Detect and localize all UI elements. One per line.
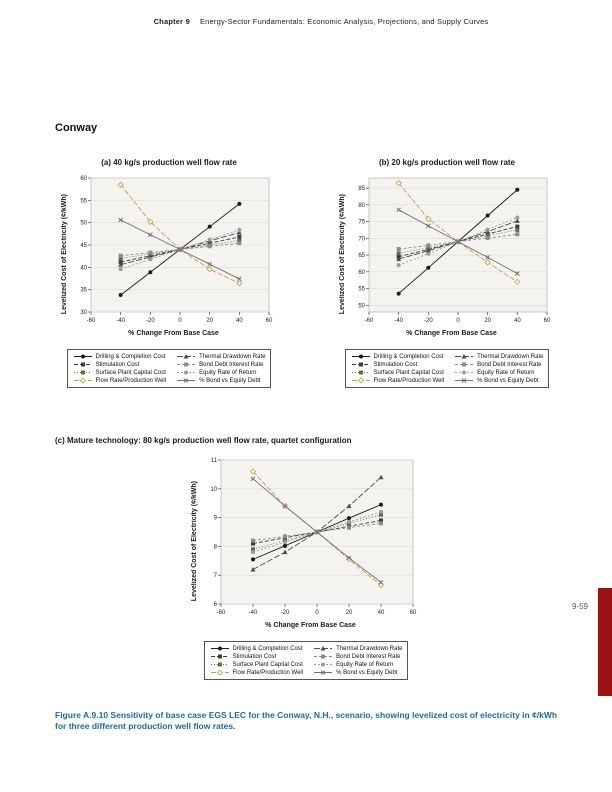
legend-key bbox=[454, 369, 474, 376]
legend-key bbox=[73, 361, 93, 368]
series-marker bbox=[218, 647, 222, 651]
legend-key bbox=[313, 669, 333, 676]
series-marker bbox=[379, 503, 383, 507]
series-marker bbox=[118, 254, 122, 258]
series-marker bbox=[217, 670, 222, 675]
chapter-label: Chapter 9 bbox=[153, 17, 190, 26]
legend-label: Thermal Drawdown Rate bbox=[199, 353, 266, 360]
legend-item bbox=[454, 353, 543, 360]
y-tick-label: 45 bbox=[79, 243, 87, 249]
legend-item bbox=[351, 353, 445, 360]
legend-key bbox=[210, 669, 230, 676]
chart-a-xlabel: % Change From Base Case bbox=[128, 330, 219, 337]
series-marker bbox=[396, 263, 400, 267]
series-marker bbox=[515, 188, 519, 192]
series-marker bbox=[396, 251, 400, 255]
y-tick-label: 35 bbox=[79, 287, 87, 294]
legend-key bbox=[73, 377, 93, 384]
legend-key bbox=[176, 353, 196, 360]
series-marker bbox=[515, 216, 519, 220]
series-marker bbox=[515, 228, 519, 232]
chart-b-plot-row bbox=[339, 171, 556, 337]
series-marker bbox=[347, 516, 351, 520]
legend-label: Thermal Drawdown Rate bbox=[336, 645, 403, 652]
x-tick-label: -40 bbox=[115, 318, 125, 324]
series-marker bbox=[148, 257, 152, 261]
y-tick-label: 6 bbox=[213, 602, 217, 608]
series-marker bbox=[462, 371, 466, 375]
legend-label: Bond Debt Interest Rate bbox=[199, 361, 264, 368]
series-marker bbox=[379, 510, 383, 514]
y-tick-label: 30 bbox=[79, 310, 87, 316]
series-marker bbox=[515, 232, 519, 236]
chart-c-legend bbox=[204, 641, 409, 680]
legend-item bbox=[454, 369, 543, 376]
y-tick-label: 8 bbox=[213, 544, 217, 551]
legend-label: Equity Rate of Return bbox=[477, 369, 535, 376]
legend-item bbox=[73, 377, 167, 384]
series-marker bbox=[148, 270, 152, 274]
legend-key bbox=[454, 361, 474, 368]
legend-key bbox=[313, 653, 333, 660]
x-tick-label: 40 bbox=[235, 318, 243, 324]
legend-label: Stimulation Cost bbox=[95, 361, 140, 368]
charts-row bbox=[38, 158, 578, 388]
legend-key bbox=[210, 645, 230, 652]
x-tick-label: -60 bbox=[216, 610, 225, 616]
legend-key bbox=[313, 661, 333, 668]
x-tick-label: 60 bbox=[543, 318, 550, 324]
legend-item bbox=[176, 369, 265, 376]
series-marker bbox=[184, 371, 188, 375]
series-marker bbox=[283, 540, 287, 544]
x-tick-label: 20 bbox=[345, 610, 352, 616]
chart-c-ylabel: Levelized Cost of Electricity (¢/kWh) bbox=[190, 480, 198, 602]
legend-key bbox=[210, 653, 230, 660]
x-tick-label: 40 bbox=[513, 318, 521, 324]
legend-item bbox=[73, 353, 167, 360]
series-marker bbox=[396, 247, 400, 251]
legend-label: Bond Debt Interest Rate bbox=[477, 361, 542, 368]
legend-item bbox=[454, 377, 543, 384]
y-tick-label: 55 bbox=[79, 198, 87, 205]
y-tick-label: 70 bbox=[357, 236, 365, 243]
x-tick-label: -60 bbox=[86, 318, 95, 324]
legend-item bbox=[73, 369, 167, 376]
legend-label: Flow Rate/Production Well bbox=[373, 377, 445, 384]
series-marker bbox=[359, 363, 363, 367]
x-tick-label: -60 bbox=[364, 318, 373, 324]
chapter-title: Energy-Sector Fundamentals: Economic Analysis, Projections, and Supply Curves bbox=[199, 17, 489, 26]
y-tick-label: 11 bbox=[210, 458, 217, 464]
chart-b-legend bbox=[345, 349, 550, 388]
series-marker bbox=[237, 241, 241, 245]
series-marker bbox=[148, 251, 152, 255]
series-marker bbox=[321, 663, 325, 667]
chart-a-ylabel: Levelized Cost of Electricity (¢/kWh) bbox=[60, 193, 68, 315]
series-marker bbox=[81, 355, 85, 359]
legend-item bbox=[176, 361, 265, 368]
chart-a-plot-row bbox=[61, 171, 278, 337]
y-tick-label: 55 bbox=[357, 286, 365, 293]
x-tick-label: -40 bbox=[393, 318, 403, 324]
legend-label: Surface Plant Capital Cost bbox=[95, 369, 166, 376]
y-tick-label: 65 bbox=[357, 253, 365, 260]
legend-item bbox=[454, 361, 543, 368]
legend-key bbox=[176, 361, 196, 368]
legend-label: Surface Plant Capital Cost bbox=[232, 661, 303, 668]
x-tick-label: 60 bbox=[265, 318, 272, 324]
legend-label: Bond Debt Interest Rate bbox=[336, 653, 401, 660]
series-marker bbox=[462, 363, 466, 367]
page-number: 9-59 bbox=[571, 602, 588, 611]
x-tick-label: 0 bbox=[455, 318, 460, 324]
running-header bbox=[90, 17, 552, 26]
legend-item bbox=[73, 361, 167, 368]
series-marker bbox=[359, 371, 363, 375]
series-marker bbox=[485, 214, 489, 218]
figure-caption: Figure A.9.10 Sensitivity of base case EGS LEC for the Conway, N.H., scenario, showing levelized cost of electricity in ¢/kWh for three different production well flow rates. bbox=[55, 710, 558, 732]
legend-key bbox=[351, 361, 371, 368]
series-marker bbox=[251, 539, 255, 543]
y-tick-label: 60 bbox=[79, 176, 87, 182]
series-marker bbox=[118, 267, 122, 271]
legend-item bbox=[351, 377, 445, 384]
series-marker bbox=[347, 526, 351, 530]
legend-key bbox=[454, 353, 474, 360]
series-marker bbox=[207, 238, 211, 242]
legend-label: % Bond vs Equity Debt bbox=[336, 669, 398, 676]
legend-item bbox=[313, 661, 402, 668]
series-marker bbox=[207, 244, 211, 248]
plot-area bbox=[369, 178, 547, 312]
series-marker bbox=[426, 252, 430, 256]
series-marker bbox=[485, 236, 489, 240]
legend-key bbox=[351, 377, 371, 384]
series-marker bbox=[426, 243, 430, 247]
chart-a-title: (a) 40 kg/s production well flow rate bbox=[101, 158, 237, 167]
legend-item bbox=[313, 645, 402, 652]
series-marker bbox=[485, 228, 489, 232]
series-marker bbox=[396, 292, 400, 296]
x-tick-label: -20 bbox=[145, 318, 155, 324]
legend-label: % Bond vs Equity Debt bbox=[477, 377, 539, 384]
legend-item bbox=[313, 669, 402, 676]
legend-label: Equity Rate of Return bbox=[199, 369, 257, 376]
legend-label: Equity Rate of Return bbox=[336, 661, 394, 668]
series-marker bbox=[251, 550, 255, 554]
y-tick-label: 75 bbox=[357, 219, 365, 226]
legend-item bbox=[313, 653, 402, 660]
chart-c-block bbox=[55, 436, 557, 680]
chart-c-plot bbox=[200, 453, 422, 621]
legend-label: Stimulation Cost bbox=[232, 653, 277, 660]
series-marker bbox=[426, 266, 430, 270]
series-marker bbox=[80, 378, 85, 383]
legend-item bbox=[176, 377, 265, 384]
chart-b-plot bbox=[348, 171, 556, 329]
legend-label: Surface Plant Capital Cost bbox=[373, 369, 444, 376]
legend-key bbox=[176, 377, 196, 384]
y-tick-label: 9 bbox=[213, 515, 217, 522]
chart-b-block bbox=[316, 158, 578, 388]
y-tick-label: 80 bbox=[357, 202, 365, 209]
x-tick-label: -40 bbox=[248, 610, 257, 616]
legend-key bbox=[351, 369, 371, 376]
series-marker bbox=[81, 363, 85, 367]
chart-a-block bbox=[38, 158, 300, 388]
x-tick-label: 0 bbox=[314, 610, 319, 616]
series-marker bbox=[359, 355, 363, 359]
x-tick-label: 40 bbox=[377, 610, 384, 616]
legend-label: Thermal Drawdown Rate bbox=[477, 353, 544, 360]
section-heading: Conway bbox=[55, 122, 98, 134]
legend-label: % Bond vs Equity Debt bbox=[199, 377, 261, 384]
y-tick-label: 10 bbox=[209, 486, 217, 493]
legend-item bbox=[176, 353, 265, 360]
legend-label: Drilling & Completion Cost bbox=[95, 353, 166, 360]
series-marker bbox=[118, 293, 122, 297]
legend-key bbox=[351, 353, 371, 360]
series-marker bbox=[321, 655, 325, 659]
x-tick-label: 60 bbox=[409, 610, 416, 616]
x-tick-label: -20 bbox=[280, 610, 289, 616]
legend-item bbox=[210, 653, 304, 660]
series-marker bbox=[358, 378, 363, 383]
legend-key bbox=[210, 661, 230, 668]
legend-label: Stimulation Cost bbox=[373, 361, 418, 368]
legend-label: Drilling & Completion Cost bbox=[373, 353, 444, 360]
legend-key bbox=[313, 645, 333, 652]
legend-label: Drilling & Completion Cost bbox=[232, 645, 303, 652]
legend-item bbox=[210, 669, 304, 676]
y-tick-label: 50 bbox=[357, 303, 365, 310]
series-marker bbox=[251, 557, 255, 561]
series-marker bbox=[218, 655, 222, 659]
series-marker bbox=[379, 521, 383, 525]
legend-key bbox=[176, 369, 196, 376]
series-marker bbox=[283, 544, 287, 548]
y-tick-label: 50 bbox=[79, 220, 87, 227]
y-tick-label: 7 bbox=[213, 573, 217, 580]
series-marker bbox=[218, 663, 222, 667]
chart-b-title: (b) 20 kg/s production well flow rate bbox=[378, 158, 515, 167]
chart-b-xlabel: % Change From Base Case bbox=[406, 330, 497, 337]
chart-b-ylabel: Levelized Cost of Electricity (¢/kWh) bbox=[338, 193, 346, 315]
legend-key bbox=[73, 353, 93, 360]
legend-label: Flow Rate/Production Well bbox=[232, 669, 304, 676]
x-tick-label: 0 bbox=[177, 318, 182, 324]
series-marker bbox=[184, 363, 188, 367]
legend-item bbox=[351, 361, 445, 368]
chart-a-legend bbox=[67, 349, 272, 388]
series-marker bbox=[347, 520, 351, 524]
y-tick-label: 85 bbox=[357, 186, 365, 193]
chart-c-title: (c) Mature technology: 80 kg/s production well flow rate, quartet configuration bbox=[55, 436, 352, 445]
series-marker bbox=[237, 202, 241, 206]
x-tick-label: -20 bbox=[423, 318, 433, 324]
legend-label: Flow Rate/Production Well bbox=[95, 377, 167, 384]
chart-c-xlabel: % Change From Base Case bbox=[265, 622, 356, 629]
legend-key bbox=[454, 377, 474, 384]
y-tick-label: 60 bbox=[357, 269, 365, 276]
series-marker bbox=[237, 228, 241, 232]
chart-c-plot-row bbox=[191, 453, 422, 629]
series-marker bbox=[81, 371, 85, 375]
chart-a-plot bbox=[70, 171, 278, 329]
x-tick-label: 20 bbox=[483, 318, 491, 324]
series-marker bbox=[283, 534, 287, 538]
legend-item bbox=[210, 661, 304, 668]
x-tick-label: 20 bbox=[205, 318, 213, 324]
legend-key bbox=[73, 369, 93, 376]
edge-tab bbox=[598, 588, 612, 696]
legend-item bbox=[351, 369, 445, 376]
series-marker bbox=[237, 235, 241, 239]
legend-item bbox=[210, 645, 304, 652]
series-marker bbox=[207, 225, 211, 229]
y-tick-label: 40 bbox=[79, 265, 87, 272]
